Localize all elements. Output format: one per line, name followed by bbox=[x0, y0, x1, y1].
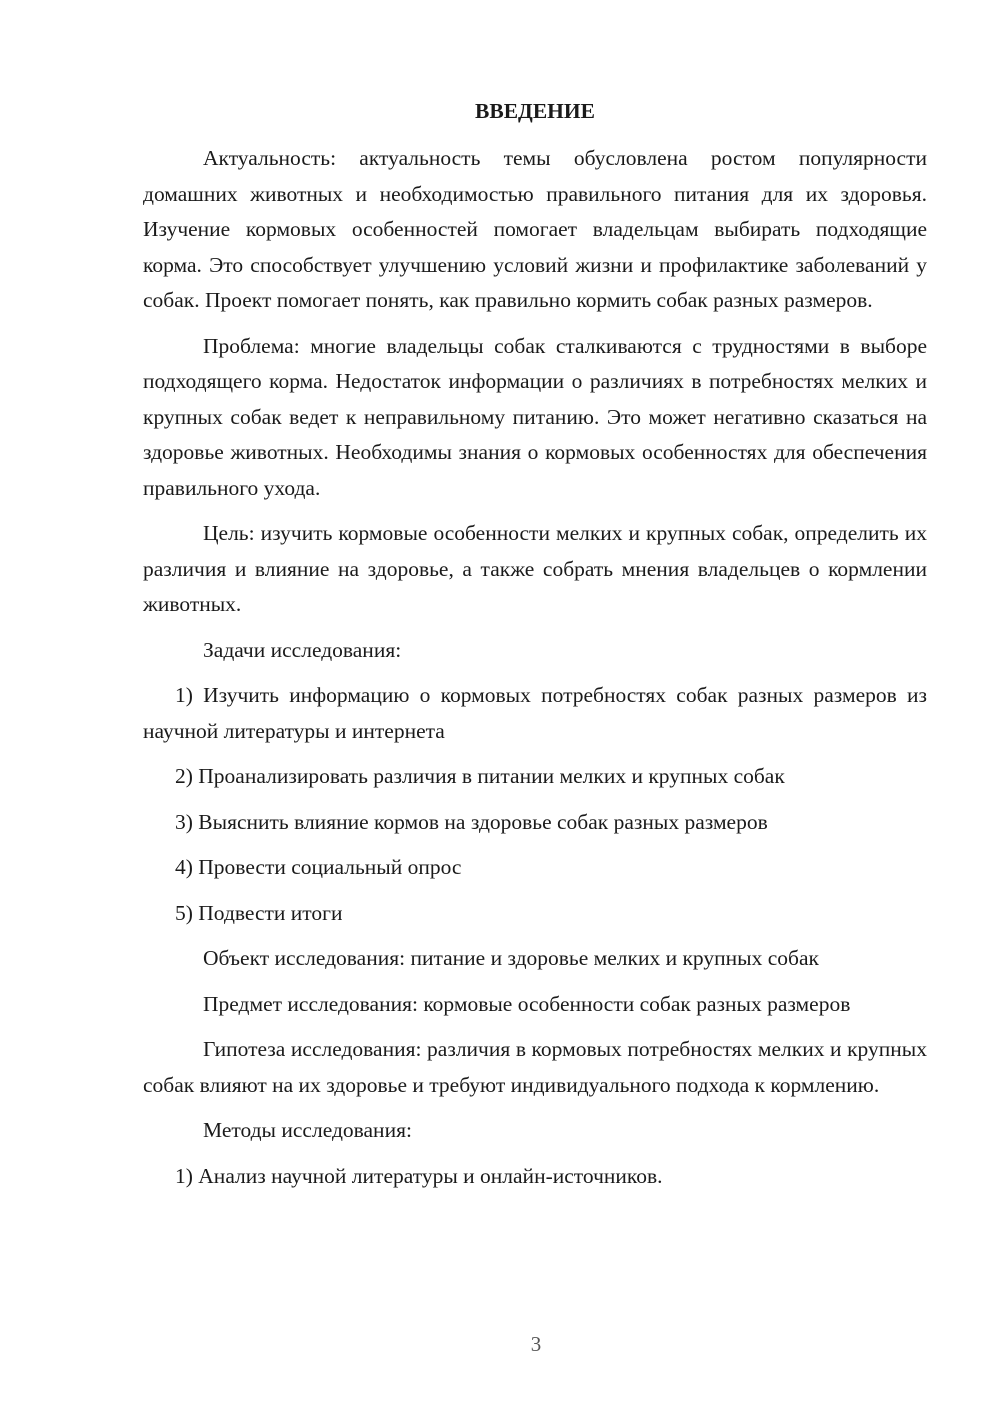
tasks-heading: Задачи исследования: bbox=[203, 637, 402, 662]
method-item: 1) Анализ научной литературы и онлайн-источников. bbox=[175, 1163, 663, 1188]
task-item: 1) Изучить информацию о кормовых потребностях собак разных размеров из научной литературы и интернета bbox=[143, 683, 927, 743]
hypothesis-paragraph: Гипотеза исследования: различия в кормовых потребностях мелких и крупных собак влияют на их здоровье и требуют индивидуального подхода к кормлению. bbox=[143, 1037, 927, 1097]
page-number: 3 bbox=[530, 1332, 542, 1356]
object-paragraph: Объект исследования: питание и здоровье мелких и крупных собак bbox=[203, 946, 819, 970]
methods-heading: Методы исследования: bbox=[203, 1118, 412, 1142]
goal-paragraph: Цель: изучить кормовые особенности мелких и крупных собак, определить их различия и влияние на здоровье, а также собрать мнения владельцев о кормлении животных. bbox=[143, 521, 927, 616]
problem-paragraph: Проблема: многие владельцы собак сталкиваются с трудностями в выборе подходящего корма. Недостаток информации о различиях в потребностях мелких и крупных собак ведет к неправильному питанию. Это может негативно сказаться на здоровье животных. Необходимы знания о кормовых особенностях для обеспечения правильного ухода. bbox=[143, 333, 927, 500]
relevance-paragraph: Актуальность: актуальность темы обусловлена ростом популярности домашних животных и необходимостью правильного питания для их здоровья. Изучение кормовых особенностей помогает владельцам выбирать подходящие корма. Это способствует улучшению условий жизни и профилактике заболеваний у собак. Проект помогает понять, как правильно кормить собак разных размеров. bbox=[143, 146, 927, 312]
task-item: 5) Подвести итоги bbox=[175, 900, 343, 925]
subject-paragraph: Предмет исследования: кормовые особенности собак разных размеров bbox=[203, 991, 851, 1016]
page-content bbox=[143, 94, 927, 1204]
section-title: ВВЕДЕНИЕ bbox=[475, 99, 595, 123]
task-item: 2) Проанализировать различия в питании мелких и крупных собак bbox=[175, 764, 785, 788]
task-item: 3) Выяснить влияние кормов на здоровье собак разных размеров bbox=[175, 809, 768, 834]
task-item: 4) Провести социальный опрос bbox=[175, 855, 462, 879]
